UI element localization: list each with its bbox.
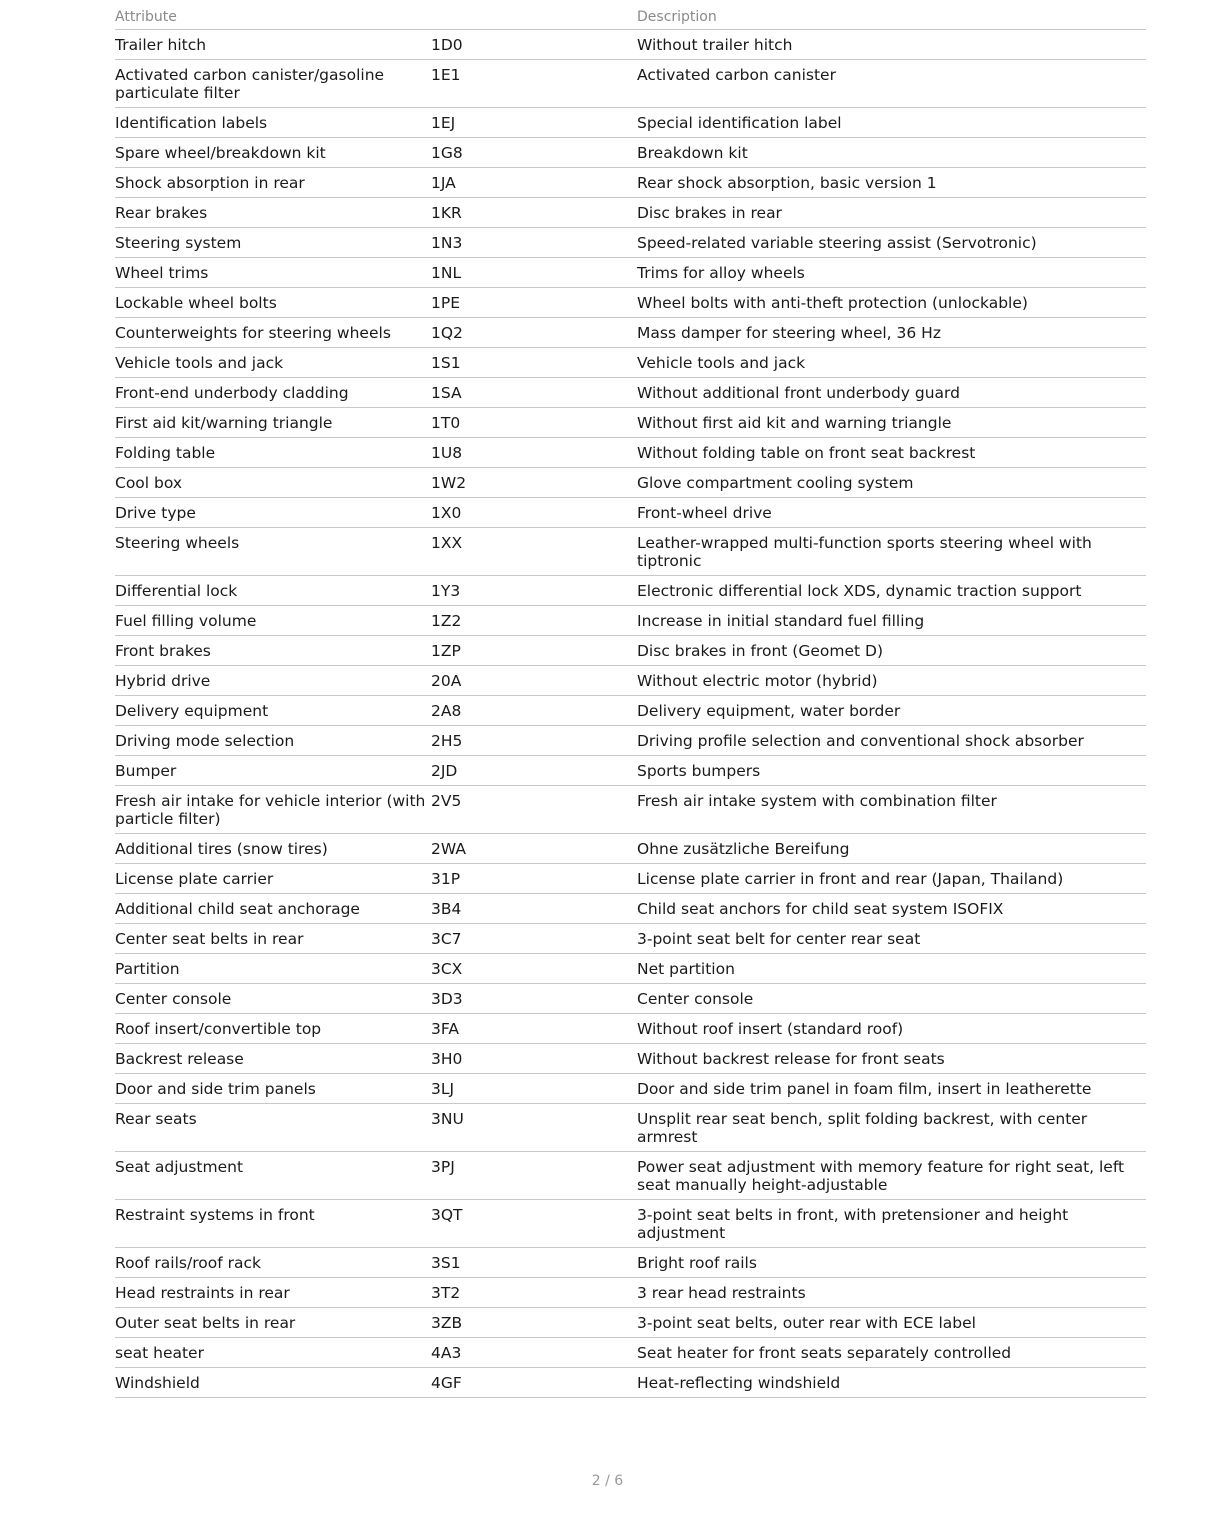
cell-attribute: Restraint systems in front <box>115 1200 431 1248</box>
cell-attribute: Driving mode selection <box>115 726 431 756</box>
table-row <box>115 666 1146 696</box>
cell-code: 1E1 <box>431 60 637 108</box>
cell-code: 1NL <box>431 258 637 288</box>
cell-attribute: Differential lock <box>115 576 431 606</box>
cell-description: Without additional front underbody guard <box>637 378 1146 408</box>
table-row <box>115 228 1146 258</box>
cell-description: 3-point seat belts, outer rear with ECE label <box>637 1308 1146 1338</box>
cell-description: Disc brakes in front (Geomet D) <box>637 636 1146 666</box>
table-header-row <box>115 4 1146 30</box>
table-row <box>115 108 1146 138</box>
table-row <box>115 1044 1146 1074</box>
cell-attribute: Steering system <box>115 228 431 258</box>
cell-attribute: Partition <box>115 954 431 984</box>
cell-description: Delivery equipment, water border <box>637 696 1146 726</box>
table-row <box>115 1074 1146 1104</box>
column-header-description: Description <box>637 4 1146 30</box>
cell-code: 1EJ <box>431 108 637 138</box>
cell-attribute: Wheel trims <box>115 258 431 288</box>
table-row <box>115 30 1146 60</box>
cell-attribute: Head restraints in rear <box>115 1278 431 1308</box>
cell-description: Seat heater for front seats separately controlled <box>637 1338 1146 1368</box>
cell-attribute: Shock absorption in rear <box>115 168 431 198</box>
cell-attribute: Fresh air intake for vehicle interior (with particle filter) <box>115 786 431 834</box>
table-row <box>115 984 1146 1014</box>
cell-code: 1PE <box>431 288 637 318</box>
cell-attribute: Additional child seat anchorage <box>115 894 431 924</box>
cell-description: Ohne zusätzliche Bereifung <box>637 834 1146 864</box>
cell-description: Breakdown kit <box>637 138 1146 168</box>
table-body <box>115 30 1146 1398</box>
table-row <box>115 1368 1146 1398</box>
cell-code: 1G8 <box>431 138 637 168</box>
cell-attribute: Fuel filling volume <box>115 606 431 636</box>
cell-description: Trims for alloy wheels <box>637 258 1146 288</box>
cell-attribute: Front-end underbody cladding <box>115 378 431 408</box>
table-row <box>115 198 1146 228</box>
cell-attribute: License plate carrier <box>115 864 431 894</box>
cell-description: 3-point seat belt for center rear seat <box>637 924 1146 954</box>
cell-attribute: Vehicle tools and jack <box>115 348 431 378</box>
cell-description: Increase in initial standard fuel filling <box>637 606 1146 636</box>
table-row <box>115 834 1146 864</box>
column-header-code <box>431 4 637 30</box>
cell-code: 2H5 <box>431 726 637 756</box>
cell-description: Electronic differential lock XDS, dynamic traction support <box>637 576 1146 606</box>
cell-code: 1Q2 <box>431 318 637 348</box>
table-row <box>115 786 1146 834</box>
table-row <box>115 576 1146 606</box>
cell-code: 3B4 <box>431 894 637 924</box>
cell-code: 1Y3 <box>431 576 637 606</box>
table-row <box>115 288 1146 318</box>
cell-attribute: Folding table <box>115 438 431 468</box>
cell-description: Sports bumpers <box>637 756 1146 786</box>
cell-description: Disc brakes in rear <box>637 198 1146 228</box>
equipment-spec-table <box>115 4 1146 1398</box>
cell-code: 3FA <box>431 1014 637 1044</box>
cell-attribute: Bumper <box>115 756 431 786</box>
cell-description: Vehicle tools and jack <box>637 348 1146 378</box>
cell-code: 2WA <box>431 834 637 864</box>
cell-attribute: Rear brakes <box>115 198 431 228</box>
table-row <box>115 726 1146 756</box>
cell-description: Driving profile selection and conventional shock absorber <box>637 726 1146 756</box>
cell-description: 3-point seat belts in front, with pretensioner and height adjustment <box>637 1200 1146 1248</box>
table-row <box>115 468 1146 498</box>
cell-description: Without first aid kit and warning triangle <box>637 408 1146 438</box>
cell-code: 3QT <box>431 1200 637 1248</box>
cell-attribute: Front brakes <box>115 636 431 666</box>
cell-description: Power seat adjustment with memory feature for right seat, left seat manually height-adjustable <box>637 1152 1146 1200</box>
cell-attribute: Center console <box>115 984 431 1014</box>
cell-attribute: Hybrid drive <box>115 666 431 696</box>
cell-description: Net partition <box>637 954 1146 984</box>
cell-description: Without folding table on front seat backrest <box>637 438 1146 468</box>
cell-description: 3 rear head restraints <box>637 1278 1146 1308</box>
cell-description: Bright roof rails <box>637 1248 1146 1278</box>
cell-code: 3T2 <box>431 1278 637 1308</box>
cell-code: 3PJ <box>431 1152 637 1200</box>
table-row <box>115 408 1146 438</box>
table-row <box>115 756 1146 786</box>
cell-description: Speed-related variable steering assist (Servotronic) <box>637 228 1146 258</box>
table-row <box>115 1014 1146 1044</box>
table-row <box>115 1104 1146 1152</box>
table-row <box>115 864 1146 894</box>
cell-attribute: Outer seat belts in rear <box>115 1308 431 1338</box>
cell-description: Center console <box>637 984 1146 1014</box>
cell-code: 1W2 <box>431 468 637 498</box>
cell-description: Rear shock absorption, basic version 1 <box>637 168 1146 198</box>
spec-table-container <box>115 4 1146 1398</box>
cell-attribute: Delivery equipment <box>115 696 431 726</box>
cell-code: 3NU <box>431 1104 637 1152</box>
cell-attribute: Lockable wheel bolts <box>115 288 431 318</box>
cell-attribute: Door and side trim panels <box>115 1074 431 1104</box>
cell-code: 3D3 <box>431 984 637 1014</box>
cell-description: Unsplit rear seat bench, split folding backrest, with center armrest <box>637 1104 1146 1152</box>
table-row <box>115 498 1146 528</box>
cell-attribute: Rear seats <box>115 1104 431 1152</box>
cell-code: 1T0 <box>431 408 637 438</box>
cell-attribute: Backrest release <box>115 1044 431 1074</box>
table-row <box>115 636 1146 666</box>
cell-attribute: Roof rails/roof rack <box>115 1248 431 1278</box>
cell-attribute: Cool box <box>115 468 431 498</box>
cell-code: 1S1 <box>431 348 637 378</box>
cell-description: License plate carrier in front and rear (Japan, Thailand) <box>637 864 1146 894</box>
cell-attribute: Center seat belts in rear <box>115 924 431 954</box>
table-row <box>115 696 1146 726</box>
cell-code: 1SA <box>431 378 637 408</box>
cell-description: Mass damper for steering wheel, 36 Hz <box>637 318 1146 348</box>
column-header-attribute: Attribute <box>115 4 431 30</box>
cell-code: 3ZB <box>431 1308 637 1338</box>
cell-code: 3CX <box>431 954 637 984</box>
cell-description: Door and side trim panel in foam film, insert in leatherette <box>637 1074 1146 1104</box>
cell-attribute: First aid kit/warning triangle <box>115 408 431 438</box>
table-row <box>115 258 1146 288</box>
page-indicator: 2 / 6 <box>591 1473 624 1489</box>
cell-code: 4A3 <box>431 1338 637 1368</box>
table-row <box>115 924 1146 954</box>
table-row <box>115 1152 1146 1200</box>
table-row <box>115 168 1146 198</box>
cell-code: 1KR <box>431 198 637 228</box>
cell-attribute: Windshield <box>115 1368 431 1398</box>
cell-code: 2JD <box>431 756 637 786</box>
table-row <box>115 606 1146 636</box>
table-row <box>115 1338 1146 1368</box>
cell-code: 1Z2 <box>431 606 637 636</box>
cell-code: 1JA <box>431 168 637 198</box>
cell-attribute: Activated carbon canister/gasoline particulate filter <box>115 60 431 108</box>
cell-attribute: Drive type <box>115 498 431 528</box>
table-row <box>115 438 1146 468</box>
cell-description: Leather-wrapped multi-function sports steering wheel with tiptronic <box>637 528 1146 576</box>
cell-attribute: Seat adjustment <box>115 1152 431 1200</box>
table-row <box>115 138 1146 168</box>
cell-description: Activated carbon canister <box>637 60 1146 108</box>
table-row <box>115 348 1146 378</box>
table-row <box>115 1200 1146 1248</box>
table-row <box>115 318 1146 348</box>
table-row <box>115 60 1146 108</box>
cell-code: 1ZP <box>431 636 637 666</box>
cell-attribute: seat heater <box>115 1338 431 1368</box>
cell-description: Without roof insert (standard roof) <box>637 1014 1146 1044</box>
table-row <box>115 954 1146 984</box>
cell-attribute: Roof insert/convertible top <box>115 1014 431 1044</box>
cell-code: 1D0 <box>431 30 637 60</box>
cell-description: Glove compartment cooling system <box>637 468 1146 498</box>
cell-code: 1U8 <box>431 438 637 468</box>
cell-code: 20A <box>431 666 637 696</box>
cell-code: 2A8 <box>431 696 637 726</box>
cell-code: 31P <box>431 864 637 894</box>
cell-code: 3S1 <box>431 1248 637 1278</box>
cell-code: 3H0 <box>431 1044 637 1074</box>
table-row <box>115 1278 1146 1308</box>
cell-description: Without backrest release for front seats <box>637 1044 1146 1074</box>
cell-code: 1N3 <box>431 228 637 258</box>
table-row <box>115 894 1146 924</box>
cell-code: 3C7 <box>431 924 637 954</box>
cell-attribute: Additional tires (snow tires) <box>115 834 431 864</box>
table-row <box>115 528 1146 576</box>
table-row <box>115 1308 1146 1338</box>
cell-code: 1XX <box>431 528 637 576</box>
cell-attribute: Identification labels <box>115 108 431 138</box>
cell-description: Without electric motor (hybrid) <box>637 666 1146 696</box>
cell-description: Child seat anchors for child seat system ISOFIX <box>637 894 1146 924</box>
cell-description: Heat-reflecting windshield <box>637 1368 1146 1398</box>
cell-attribute: Spare wheel/breakdown kit <box>115 138 431 168</box>
cell-description: Front-wheel drive <box>637 498 1146 528</box>
table-row <box>115 378 1146 408</box>
cell-attribute: Steering wheels <box>115 528 431 576</box>
cell-description: Fresh air intake system with combination filter <box>637 786 1146 834</box>
cell-code: 3LJ <box>431 1074 637 1104</box>
cell-code: 4GF <box>431 1368 637 1398</box>
cell-description: Special identification label <box>637 108 1146 138</box>
cell-attribute: Trailer hitch <box>115 30 431 60</box>
cell-code: 1X0 <box>431 498 637 528</box>
cell-attribute: Counterweights for steering wheels <box>115 318 431 348</box>
cell-description: Wheel bolts with anti-theft protection (unlockable) <box>637 288 1146 318</box>
cell-code: 2V5 <box>431 786 637 834</box>
table-row <box>115 1248 1146 1278</box>
cell-description: Without trailer hitch <box>637 30 1146 60</box>
